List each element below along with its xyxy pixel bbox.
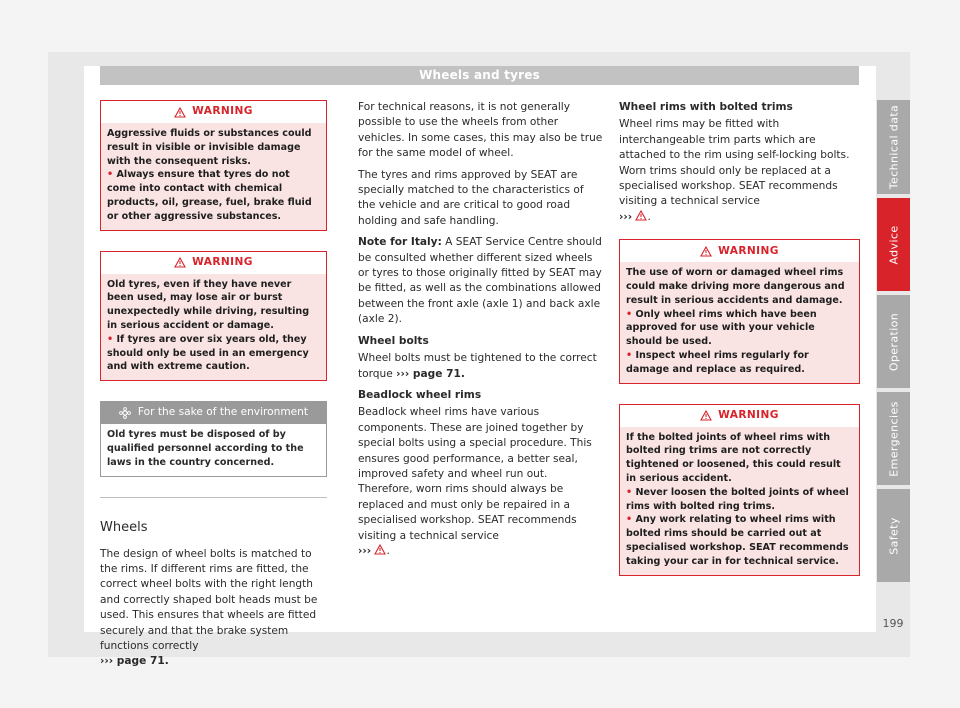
page-header: Wheels and tyres [100, 66, 859, 85]
warning-title: WARNING [192, 255, 253, 268]
heading-beadlock: Beadlock wheel rims [358, 388, 482, 401]
warning-triangle-icon [174, 257, 186, 268]
tab-advice[interactable]: Advice [877, 198, 910, 291]
chapter-tabs [877, 100, 910, 586]
warning-text: Old tyres, even if they have never been used, may lose air or burst unexpectedly while driving, resulting in serious accident or damage. [107, 278, 310, 331]
tab-emergencies[interactable]: Emergencies [877, 392, 910, 485]
warning-text: Aggressive fluids or substances could result in visible or invisible damage with the consequent risks. [107, 128, 312, 167]
column-right [619, 100, 860, 596]
paragraph-beadlock: Beadlock wheel rims have various components. These are joined together by special bolts using a special procedure. This ensures good performance, a better seal, improved safety and wheel run out. Therefore, worn rims should always be replaced and must only be repaired in a specialised workshop. SEAT recommends visiting a technical service ››› . [358, 406, 592, 557]
heading-bolted-trims: Wheel rims with bolted trims [619, 101, 793, 113]
warning-text: The use of worn or damaged wheel rims could make driving more dangerous and result in serious accidents and damage. [626, 267, 845, 306]
column-middle [358, 100, 603, 565]
paragraph-technical-reasons: For technical reasons, it is not generally possible to use the wheels from other vehicles. In some cases, this may also be true for the same model of wheel. [358, 101, 603, 160]
warning-triangle-icon [700, 410, 712, 421]
warning-triangle-icon [374, 544, 386, 555]
warning-box-worn-rims [619, 239, 860, 383]
warning-triangle-icon [700, 246, 712, 257]
warning-bullet: • Any work relating to wheel rims with bolted rims should be carried out at specialised workshop. SEAT recommends taking your car in for technical service. [626, 513, 853, 568]
paragraph-note-italy: Note for Italy: A SEAT Service Centre should be consulted whether different sized wheels or tyres to those originally fitted by SEAT may be fitted, as well as the combinations allowed between the front axle (axle 1) and back axle (axle 2). [358, 236, 602, 326]
environment-flower-icon [119, 407, 131, 419]
warning-bullet: • Inspect wheel rims regularly for damage and replace as required. [626, 349, 853, 377]
warning-bullet: • If tyres are over six years old, they should only be used in an emergency and with extreme caution. [107, 333, 320, 374]
warning-box-bolted-joints [619, 404, 860, 576]
column-left [100, 100, 327, 676]
warning-title: WARNING [192, 105, 253, 118]
warning-reference-link[interactable]: ››› [619, 210, 633, 223]
page-number: 199 [882, 617, 904, 630]
warning-bullet: • Always ensure that tyres do not come into contact with chemical products, oil, grease, fuel, brake fluid or other aggressive substances. [107, 168, 320, 223]
page-71-link[interactable]: ››› page 71. [396, 367, 465, 380]
warning-text: If the bolted joints of wheel rims with bolted ring trims are not correctly tightened or loosened, this could result in serious accident. [626, 431, 841, 485]
warning-title: WARNING [718, 408, 779, 421]
paragraph-approved-tyres: The tyres and rims approved by SEAT are specially matched to the characteristics of the vehicle and are critical to good road holding and safe handling. [358, 168, 584, 227]
tab-operation[interactable]: Operation [877, 295, 910, 388]
warning-triangle-icon [635, 210, 647, 221]
wheels-paragraph: The design of wheel bolts is matched to the rims. If different rims are fitted, the correct wheel bolts with the right length and correctly shaped bolt heads must be used. This ensures that wheels are fitted securely and that the brake system functions correctly ››› page 71. [100, 547, 318, 668]
section-title-wheels: Wheels [100, 497, 327, 547]
tab-technical-data[interactable]: Technical data [877, 100, 910, 194]
warning-title: WARNING [718, 244, 779, 257]
warning-bullet: • Never loosen the bolted joints of wheel rims with bolted ring trims. [626, 486, 853, 514]
heading-wheel-bolts: Wheel bolts [358, 334, 429, 347]
page-71-link[interactable]: ››› page 71. [100, 655, 169, 668]
paragraph-wheel-bolts: Wheel bolts must be tightened to the correct torque ››› page 71. [358, 352, 597, 380]
warning-box-old-tyres [100, 251, 327, 382]
tab-safety[interactable]: Safety [877, 489, 910, 582]
warning-bullet: • Only wheel rims which have been approved for use with your vehicle should be used. [626, 308, 853, 349]
environment-text: Old tyres must be disposed of by qualified personnel according to the laws in the country concerned. [101, 424, 326, 475]
warning-triangle-icon [174, 107, 186, 118]
warning-reference-link[interactable]: ››› [358, 544, 372, 557]
paragraph-bolted-trims: Wheel rims may be fitted with interchangeable trim parts which are attached to the rim using self-locking bolts. Worn trims should only be replaced at a specialised workshop. SEAT recommends visiting a technical service ››› . [619, 118, 850, 223]
environment-box [100, 401, 327, 476]
warning-box-aggressive-fluids [100, 100, 327, 231]
environment-title: For the sake of the environment [137, 406, 309, 419]
